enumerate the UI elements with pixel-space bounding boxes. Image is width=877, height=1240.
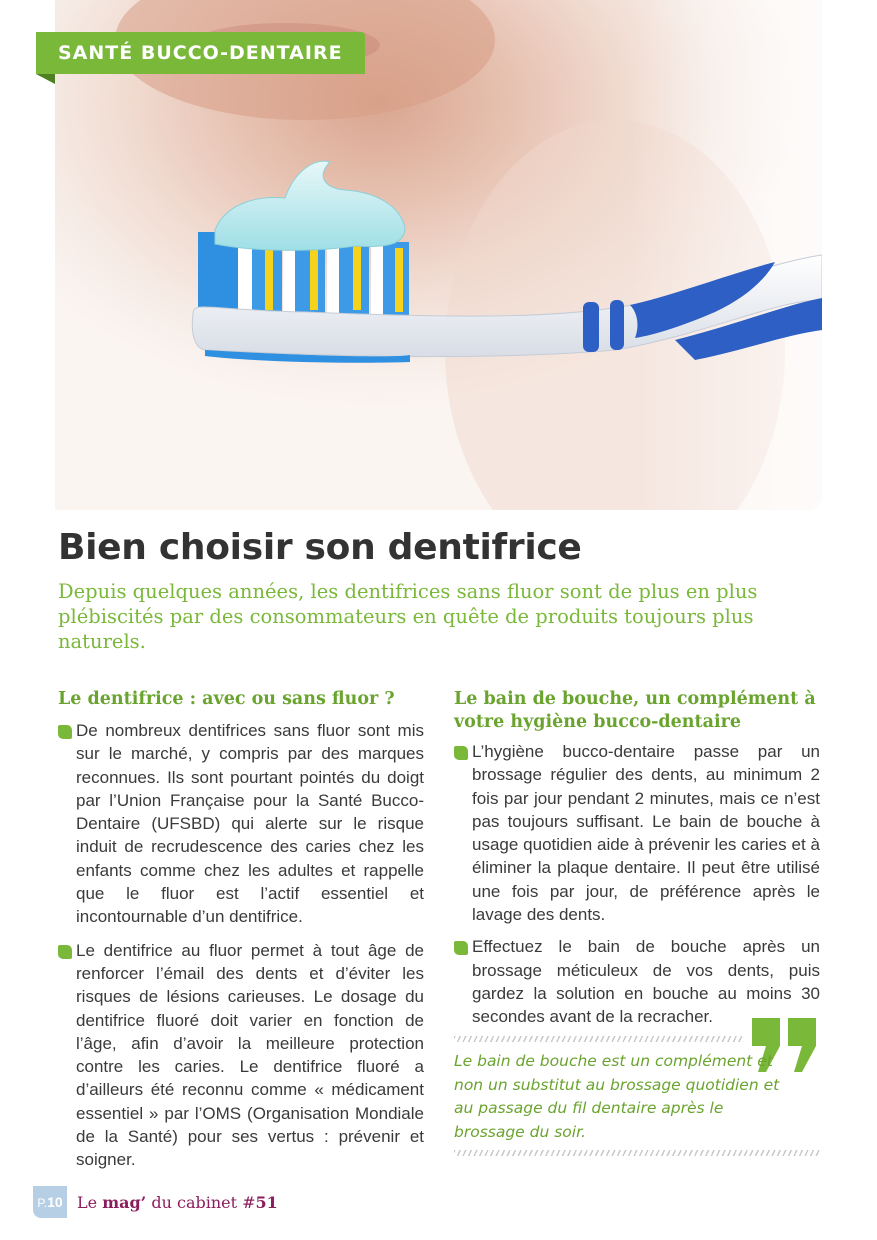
hatch-divider-bottom xyxy=(454,1150,820,1156)
article-title: Bien choisir son dentifrice xyxy=(58,527,582,568)
left-heading: Le dentifrice : avec ou sans fluor ? xyxy=(58,689,395,709)
page-number: 10 xyxy=(47,1194,63,1210)
hatch-divider-top xyxy=(454,1036,744,1042)
category-tag: SANTÉ BUCCO-DENTAIRE xyxy=(36,32,365,74)
right-paragraph-2 xyxy=(454,935,820,1028)
green-leaf-bullet-icon xyxy=(58,945,72,959)
pull-quote-text: Le bain de bouche est un complément et non un substitut au brossage quotidien et au passage du fil dentaire après le brossage du soir. xyxy=(454,1052,780,1141)
left-paragraph-2 xyxy=(58,939,424,1172)
left-paragraph-1-text: De nombreux dentifrices sans fluor sont mis sur le marché, y compris par des marques reconnues. Ils sont pourtant pointés du doigt par l’Union Française pour la Santé Bucco-Dentaire (UFSBD) qui alerte sur le risque induit de recrudescence des caries chez les enfants comme chez les adultes et rappelle que le fluor est l’actif essentiel et incontournable d’un dentifrice. xyxy=(76,721,424,927)
page-footer xyxy=(33,1186,278,1218)
magazine-mag: mag’ xyxy=(102,1192,147,1212)
right-column xyxy=(454,688,820,1029)
left-paragraph-2-text: Le dentifrice au fluor permet à tout âge de renforcer l’émail des dents et d’éviter les risques de lésions carieuses. Le dosage du dentifrice fluoré doit varier en fonction de l’âge, afin d’avoir la meilleure protection contre les caries. Le dentifrice fluoré a d’ailleurs été reconnu comme « médicament essentiel » par l’OMS (Organisation Mondiale de la Santé) pour ses vertus : prévenir et soigner. xyxy=(76,940,424,1170)
category-tag-fold xyxy=(36,74,55,84)
left-paragraph-1 xyxy=(58,719,424,929)
page-number-tab xyxy=(33,1186,67,1218)
page-prefix: P. xyxy=(37,1196,48,1210)
green-leaf-bullet-icon xyxy=(454,746,468,760)
hero-image-toothbrush xyxy=(55,0,822,510)
magazine-issue: 51 xyxy=(255,1192,278,1212)
left-column xyxy=(58,688,424,1172)
article-lead: Depuis quelques années, les dentifrices sans fluor sont de plus en plus plébiscités par des consommateurs en quête de produits toujours plus naturels. xyxy=(58,580,758,653)
pull-quote xyxy=(454,1030,820,1160)
toothbrush-illustration xyxy=(55,0,822,510)
right-paragraph-2-text: Effectuez le bain de bouche après un brossage méticuleux de vos dents, puis gardez la solution en bouche au moins 30 secondes avant de la recracher. xyxy=(472,937,820,1027)
green-leaf-bullet-icon xyxy=(454,941,468,955)
right-paragraph-1-text: L’hygiène bucco-dentaire passe par un brossage régulier des dents, au minimum 2 fois par jour pendant 2 minutes, mais ce n’est pas toujours suffisant. Le bain de bouche à usage quotidien aide à prévenir les caries et à éliminer la plaque dentaire. Il peut être utilisé une fois par jour, de préférence après le lavage des dents. xyxy=(472,742,820,925)
magazine-rest: du cabinet # xyxy=(151,1192,256,1212)
green-leaf-bullet-icon xyxy=(58,725,72,739)
magazine-name xyxy=(77,1193,278,1212)
magazine-le: Le xyxy=(77,1192,98,1212)
right-paragraph-1 xyxy=(454,740,820,926)
right-heading: Le bain de bouche, un complément à votre hygiène bucco-dentaire xyxy=(454,689,816,732)
